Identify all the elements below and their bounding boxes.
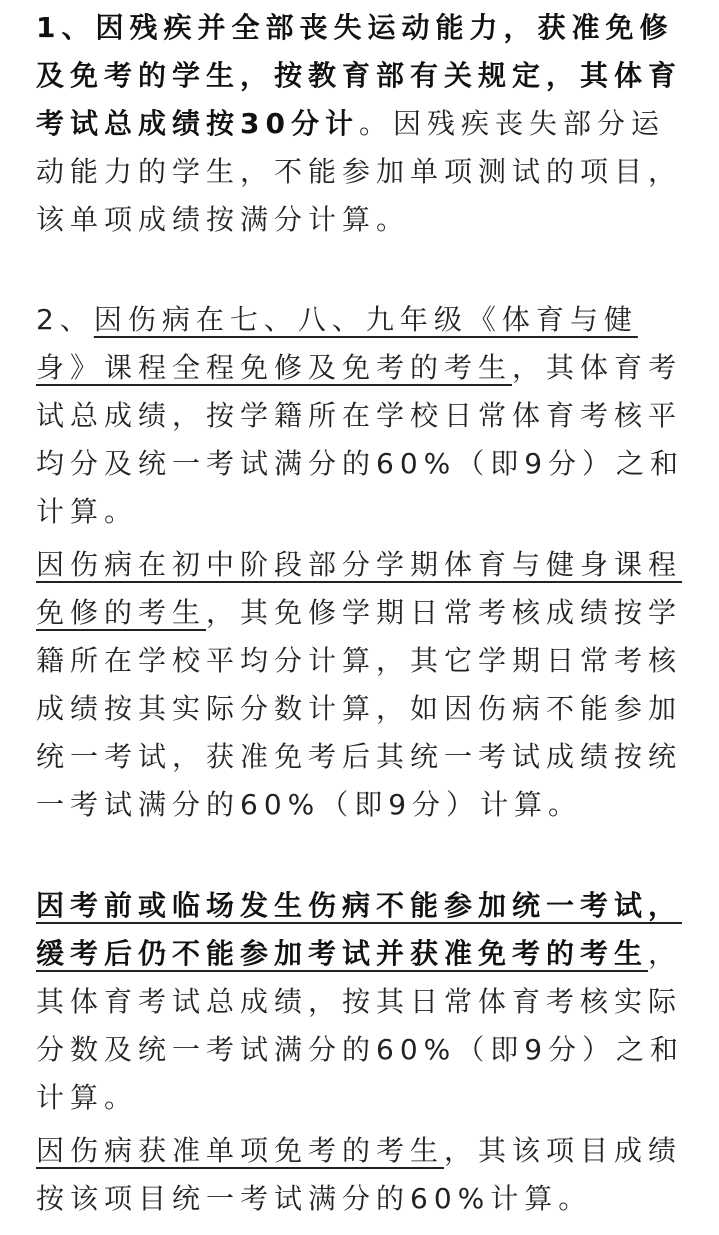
paragraph-2-underlined-text: 因伤病在七、八、九年级《体育与健身》课程全程免修及免考的考生 [36, 303, 638, 384]
paragraph-5 [36, 1127, 686, 1223]
paragraph-1-bold-text: 1、因残疾并全部丧失运动能力，获准免修及免考的学生，按教育部有关规定，其体育考试总成绩按30分计 [36, 11, 683, 140]
paragraph-2-number: 2、 [36, 303, 94, 336]
paragraph-3-underlined-text: 因伤病在初中阶段部分学期体育与健身课程免修的考生 [36, 548, 683, 629]
paragraph-5-text: ，其该项目成绩按该项目统一考试满分的60%计算。 [36, 1134, 683, 1215]
paragraph-2-text: ，其体育考试总成绩，按学籍所在学校日常体育考核平均分及统一考试满分的60%（即9分）之和计算。 [36, 351, 685, 528]
paragraph-2 [36, 296, 686, 536]
paragraph-5-underlined-text: 因伤病获准单项免考的考生 [36, 1134, 445, 1167]
paragraph-3-text: ，其免修学期日常考核成绩按学籍所在学校平均分计算，其它学期日常考核成绩按其实际分数计算，如因伤病不能参加统一考试，获准免考后其统一考试成绩按统一考试满分的60%（即9分）计算。 [36, 596, 683, 821]
paragraph-3 [36, 541, 686, 829]
paragraph-1 [36, 4, 686, 244]
paragraph-4-underlined-bold-text: 因考前或临场发生伤病不能参加统一考试，缓考后仍不能参加考试并获准免考的考生 [36, 889, 683, 970]
paragraph-1-text: 。因残疾丧失部分运动能力的学生，不能参加单项测试的项目，该单项成绩按满分计算。 [36, 107, 683, 236]
paragraph-4 [36, 882, 686, 1122]
paragraph-4-text: ，其体育考试总成绩，按其日常体育考核实际分数及统一考试满分的60%（即9分）之和计算。 [36, 937, 685, 1114]
